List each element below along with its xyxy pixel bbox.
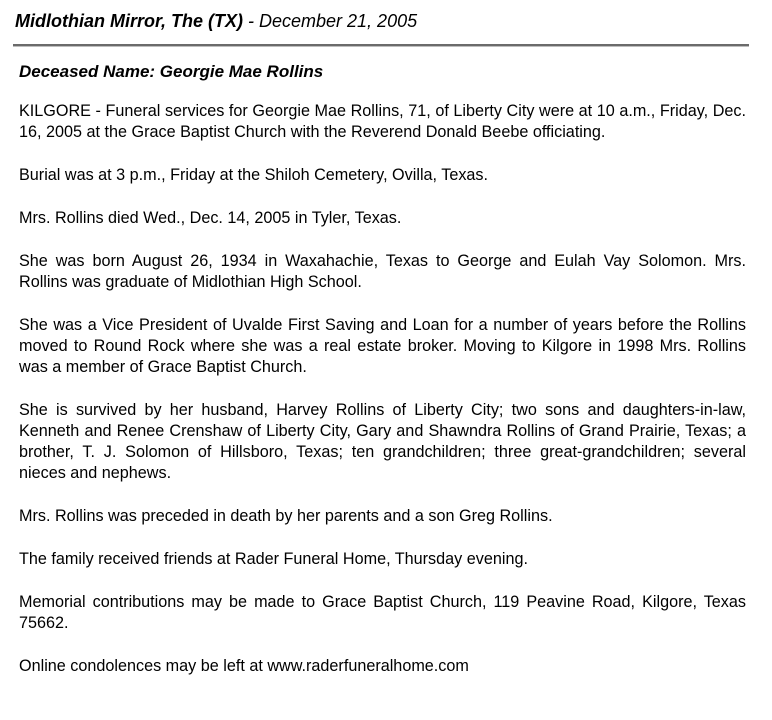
- paragraph-death: Mrs. Rollins died Wed., Dec. 14, 2005 in Tyler, Texas.: [19, 209, 402, 227]
- paragraph-condolences: Online condolences may be left at www.raderfuneralhome.com: [19, 657, 469, 675]
- deceased-name-heading: Deceased Name: Georgie Mae Rollins: [19, 62, 324, 81]
- header-separator: -: [243, 11, 259, 31]
- paragraph-survivors: She is survived by her husband, Harvey Rollins of Liberty City; two sons and daughters-in-law, Kenneth and Renee Crenshaw of Liberty City, Gary and Shawndra Rollins of Grand Prairie, Texas; a brother, T. J. Solomon of Hillsboro, Texas; ten grandchildren; three great-grandchildren; several nieces and nephews.: [19, 401, 746, 482]
- paragraph-preceded: Mrs. Rollins was preceded in death by her parents and a son Greg Rollins.: [19, 507, 553, 525]
- paragraph-visitation: The family received friends at Rader Funeral Home, Thursday evening.: [19, 550, 528, 568]
- paragraph-funeral-services: KILGORE - Funeral services for Georgie Mae Rollins, 71, of Liberty City were at 10 a.m., Friday, Dec. 16, 2005 at the Grace Baptist Church with the Reverend Donald Beebe officiating.: [19, 102, 746, 141]
- header-divider: [13, 44, 749, 47]
- publication-name: Midlothian Mirror, The (TX): [15, 11, 243, 31]
- obituary-body: [19, 101, 746, 699]
- paragraph-memorials: Memorial contributions may be made to Grace Baptist Church, 119 Peavine Road, Kilgore, Texas 75662.: [19, 593, 746, 632]
- publication-date: December 21, 2005: [259, 11, 418, 31]
- publication-header: [15, 11, 417, 32]
- paragraph-career: She was a Vice President of Uvalde First Saving and Loan for a number of years before the Rollins moved to Round Rock where she was a real estate broker. Moving to Kilgore in 1998 Mrs. Rollins was a member of Grace Baptist Church.: [19, 316, 746, 376]
- paragraph-burial: Burial was at 3 p.m., Friday at the Shiloh Cemetery, Ovilla, Texas.: [19, 166, 489, 184]
- paragraph-birth: She was born August 26, 1934 in Waxahachie, Texas to George and Eulah Vay Solomon. Mrs. Rollins was graduate of Midlothian High School.: [19, 252, 746, 291]
